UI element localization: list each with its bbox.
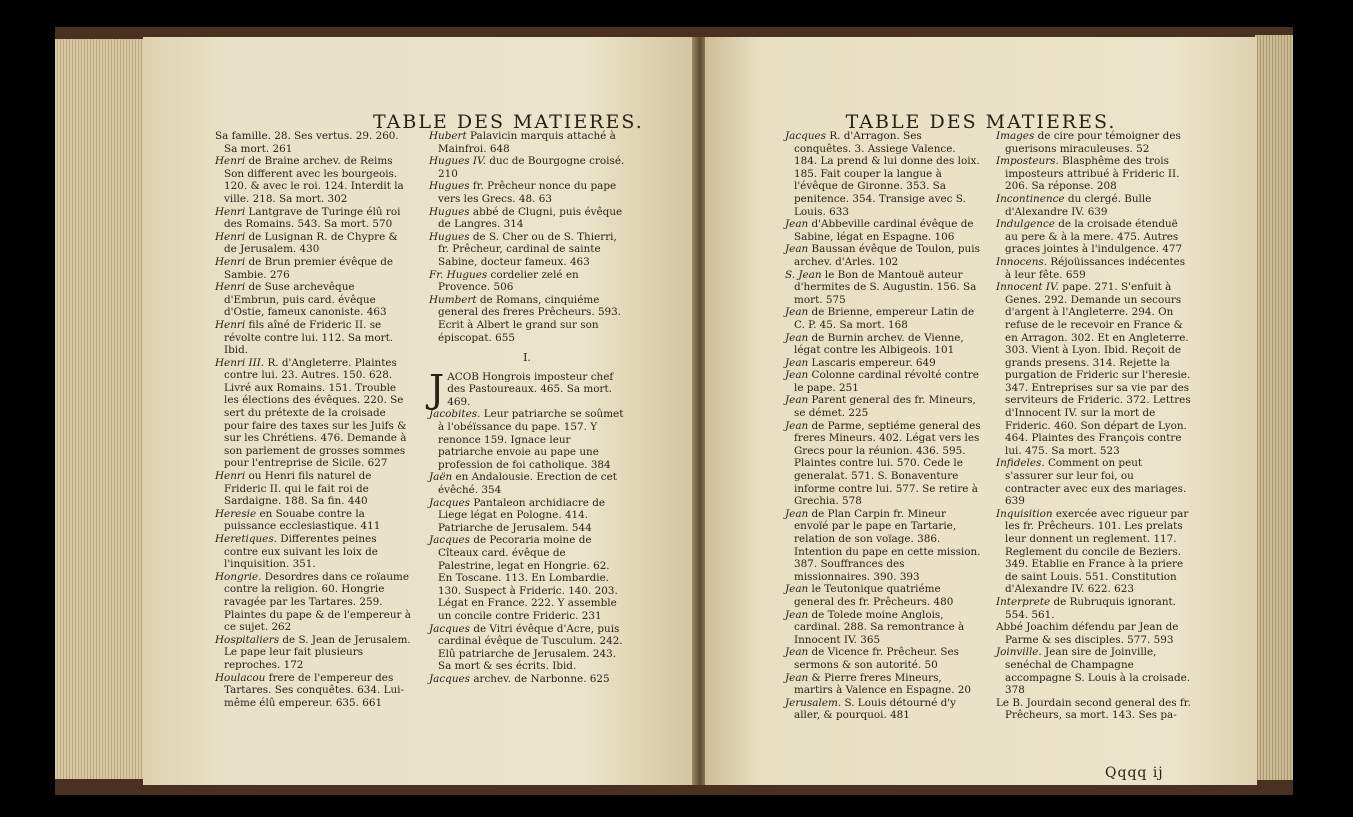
entry-keyword: Jaën	[429, 471, 453, 484]
left-column-1	[215, 130, 411, 709]
index-entry	[785, 508, 981, 584]
entry-text: du clergé. Bulle d'Alexandre IV. 639	[1005, 192, 1152, 218]
entry-keyword: Jean	[785, 243, 809, 256]
entry-keyword: Henri	[215, 155, 246, 168]
index-entry	[429, 471, 625, 496]
entry-keyword: Jean	[785, 646, 809, 659]
book-spread	[55, 27, 1293, 795]
index-entry	[996, 155, 1192, 193]
dropcap-entry	[429, 366, 625, 411]
index-entry	[785, 420, 981, 508]
entry-text: Baussan évêque de Toulon, puis archev. d'Arles. 102	[794, 243, 980, 268]
entry-text: exercée avec rigueur par les fr. Prêcheurs. 101. Les prelats leur donnent un reglement. 117. Reglement du concile de Beziers. 349. Etablie en France à la priere de saint Louis. 551. Constitution d'Alexandre IV. 622. 623	[1005, 507, 1189, 596]
page-edges-right	[1255, 35, 1293, 780]
index-entry	[215, 508, 411, 533]
entry-keyword: Henri	[215, 470, 246, 483]
index-entry	[785, 394, 981, 419]
index-entry	[996, 621, 1192, 646]
entry-text: Desordres dans ce roïaume contre la religion. 60. Hongrie ravagée par les Tartares. 259. Plaintes du pape & de l'empereur à ce sujet. 262	[224, 570, 411, 634]
entry-keyword: Henri	[215, 230, 246, 243]
entry-keyword: Henri	[215, 318, 246, 331]
entry-keyword: Henri	[215, 281, 246, 294]
index-entry	[215, 155, 411, 205]
entry-keyword: Indulgence	[996, 218, 1055, 231]
entry-text: de Parme, septiéme general des freres Mineurs. 402. Légat vers les Grecs pour la réunion. 436. 595. Plaintes contre lui. 570. Cede le generalat. 571. S. Bonaventure informe contre lui. 577. Se retire à Grechia. 578	[794, 419, 981, 508]
entry-keyword: Imposteurs.	[996, 155, 1059, 168]
entry-text: Differentes peines contre eux suivant les loix de l'inquisition. 351.	[224, 533, 378, 571]
entry-text: S. Louis détourné d'y aller, & pourquoi. 481	[794, 696, 957, 722]
entry-text: archev. de Narbonne. 625	[473, 672, 610, 685]
entry-text: de la croisade étenduë au pere & à la mere. 475. Autres graces jointes à l'indulgence. 477	[1005, 218, 1183, 256]
section-letter: I.	[523, 351, 531, 365]
entry-keyword: Hongrie.	[215, 570, 262, 583]
entry-keyword: Henri	[215, 205, 246, 218]
entry-keyword: Jacques	[785, 130, 827, 142]
index-entry	[785, 357, 981, 370]
index-entry	[996, 646, 1192, 696]
entry-text: abbé de Clugni, puis évêque de Langres. 314	[438, 205, 623, 231]
entry-keyword: Jean	[785, 356, 809, 369]
index-entry	[785, 218, 981, 243]
index-entry	[215, 571, 411, 634]
entry-keyword: Inquisition	[996, 507, 1053, 520]
index-entry	[785, 130, 981, 218]
entry-keyword: Joinville.	[996, 646, 1042, 659]
entry-text: Lascaris empereur. 649	[811, 356, 936, 369]
index-entry	[215, 533, 411, 571]
entry-text: Leur patriarche se soûmet à l'obéïssance du pape. 157. Y renonce 159. Ignace leur patriarche envoie au pape une profession de foi catholique. 384	[438, 408, 624, 471]
catchword: Qqqq ij	[1105, 765, 1164, 781]
index-entry	[429, 497, 625, 535]
entry-keyword: Jean	[785, 608, 809, 621]
index-entry	[785, 306, 981, 331]
entry-keyword: Humbert	[429, 293, 477, 306]
entry-text: Parent general des fr. Mineurs, se démet. 225	[794, 394, 976, 420]
entry-text: pape. 271. S'enfuit à Genes. 292. Demande un secours d'argent à l'Angleterre. 294. On refuse de le recevoir en France & en Arragon. 302. Et en Angleterre. 303. Vient à Lyon. Ibid. Reçoit de grands presens. 314. Rejette la purgation de Frideric sur l'heresie. 347. Entreprises sur sa vie par des serviteurs de Frideric. 372. Lettres d'Innocent IV. sur la mort de Frideric. 460. Son départ de Lyon. 464. Plaintes des François contre lui. 475. Sa mort. 523	[1005, 281, 1191, 457]
index-entry	[996, 697, 1192, 722]
index-entry	[429, 206, 625, 231]
index-entry	[429, 408, 625, 471]
right-page	[705, 37, 1257, 785]
right-column-2	[996, 130, 1192, 722]
entry-keyword: S. Jean	[785, 268, 822, 281]
index-entry	[215, 130, 411, 155]
index-entry	[785, 269, 981, 307]
entry-text: de Burnin archev. de Vienne, légat contre les Albigeois. 101	[794, 331, 964, 357]
right-column-1	[785, 130, 981, 722]
index-entry	[785, 697, 981, 722]
index-entry	[996, 281, 1192, 457]
entry-keyword: Jacques	[429, 672, 471, 685]
entry-text: Abbé Joachim défendu par Jean de Parme & ses disciples. 577. 593	[996, 621, 1179, 646]
index-entry	[785, 243, 981, 268]
index-entry	[785, 646, 981, 671]
entry-text: Palavicin marquis attaché à Mainfroi. 648	[438, 130, 616, 155]
entry-keyword: Jacobites.	[429, 408, 481, 421]
entry-text: & Pierre freres Mineurs, martirs à Valence en Espagne. 20	[794, 671, 972, 697]
dropcap-text: ACOB Hongrois imposteur chef des Pastoureaux. 465. Sa mort. 469.	[447, 370, 614, 408]
entry-keyword: Jacques	[429, 534, 471, 547]
entry-text: de Brun premier évêque de Sambie. 276	[224, 255, 394, 281]
index-entry	[429, 180, 625, 205]
entry-keyword: Henri	[215, 255, 246, 268]
entry-text: de Rubruquis ignorant. 554. 561.	[1005, 595, 1176, 621]
entry-text: Jean sire de Joinville, senéchal de Champagne accompagne S. Louis à la croisade. 378	[1005, 646, 1191, 697]
entry-text: R. d'Arragon. Ses conquêtes. 3. Assiege Valence. 184. La prend & lui donne des loix. 185. Fait couper la langue à l'évêque de Gironne. 353. Sa penitence. 354. Transige avec S. Louis. 633	[794, 130, 980, 218]
entry-text: de S. Jean de Jerusalem. Le pape leur fait plusieurs reproches. 172	[224, 633, 411, 671]
entry-text: duc de Bourgogne croisé. 210	[438, 155, 625, 180]
entry-text: de Braine archev. de Reims Son different avec les bourgeois. 120. & avec le roi. 124. Interdit la ville. 218. Sa mort. 302	[224, 155, 404, 205]
entry-keyword: Jean	[785, 507, 809, 520]
entry-text: en Souabe contre la puissance ecclesiastique. 411	[224, 507, 381, 533]
entry-text: fils aîné de Frideric II. se révolte contre lui. 112. Sa mort. Ibid.	[224, 318, 394, 357]
index-entry	[429, 130, 625, 155]
index-entry	[215, 634, 411, 672]
entry-text: Sa famille. 28. Ses vertus. 29. 260. Sa mort. 261	[215, 130, 399, 155]
index-entry	[429, 269, 625, 294]
index-entry	[996, 218, 1192, 256]
entry-text: Blasphême des trois imposteurs attribué à Frideric II. 206. Sa réponse. 208	[1005, 155, 1180, 193]
entry-keyword: Innocens.	[996, 255, 1048, 268]
entry-text: Le B. Jourdain second general des fr. Prêcheurs, sa mort. 143. Ses pa-	[996, 696, 1191, 722]
entry-text: le Teutonique quatriéme general des fr. Prêcheurs. 480	[794, 583, 954, 608]
entry-keyword: Jean	[785, 331, 809, 344]
entry-keyword: Hugues	[429, 205, 470, 218]
entry-keyword: Fr. Hugues	[429, 268, 488, 281]
index-entry	[429, 534, 625, 622]
entry-keyword: Hugues IV.	[429, 155, 486, 168]
index-entry	[785, 609, 981, 647]
entry-text: Lantgrave de Turinge élû roi des Romains. 543. Sa mort. 570	[224, 205, 401, 231]
entry-keyword: Jacques	[429, 622, 471, 635]
index-entry	[996, 457, 1192, 507]
entry-text: de Plan Carpin fr. Mineur envoïé par le pape en Tartarie, relation de son voïage. 386. Intention du pape en cette mission. 387. Souffrances des missionnaires. 390. 393	[794, 507, 981, 583]
index-entry	[429, 155, 625, 180]
right-page-title: TABLE DES MATIERES.	[845, 111, 1117, 133]
entry-text: de Suse archevêque d'Embrun, puis card. évêque d'Ostie, fameux canoniste. 463	[224, 281, 387, 319]
index-entry	[429, 231, 625, 269]
entry-text: de cire pour témoigner des guerisons miraculeuses. 52	[1005, 130, 1181, 155]
entry-keyword: Interprete	[996, 595, 1051, 608]
index-entry	[215, 470, 411, 508]
left-page-title: TABLE DES MATIERES.	[373, 111, 644, 133]
page-edges-left	[55, 39, 147, 779]
left-page	[143, 37, 695, 785]
entry-keyword: Hospitaliers	[215, 633, 280, 646]
entry-keyword: Houlacou	[215, 671, 266, 684]
entry-text: de Vicence fr. Prêcheur. Ses sermons & son autorité. 50	[794, 646, 959, 671]
index-entry	[785, 672, 981, 697]
index-entry	[215, 231, 411, 256]
entry-text: en Andalousie. Erection de cet évêché. 354	[438, 471, 617, 497]
index-entry	[996, 508, 1192, 596]
index-entry	[215, 256, 411, 281]
entry-keyword: Henri III.	[215, 356, 265, 369]
entry-keyword: Jacques	[429, 496, 471, 509]
entry-text: Réjoüissances indécentes à leur fête. 659	[1005, 255, 1186, 281]
entry-text: ou Henri fils naturel de Frideric II. qui le fait roi de Sardaigne. 188. Sa fin. 440	[224, 470, 372, 508]
entry-keyword: Images	[996, 130, 1035, 142]
entry-text: frere de l'empereur des Tartares. Ses conquêtes. 634. Lui-même élû empereur. 635. 661	[224, 671, 404, 709]
entry-keyword: Jean	[785, 671, 809, 684]
entry-text: le Bon de Mantouë auteur d'hermites de S. Augustin. 156. Sa mort. 575	[794, 268, 977, 306]
index-entry	[996, 596, 1192, 621]
index-entry	[215, 206, 411, 231]
entry-keyword: Infideles.	[996, 457, 1045, 470]
index-entry	[785, 332, 981, 357]
entry-text: de Brienne, empereur Latin de C. P. 45. Sa mort. 168	[794, 306, 975, 331]
index-entry	[215, 319, 411, 357]
entry-keyword: Jean	[785, 394, 809, 407]
entry-keyword: Hugues	[429, 180, 470, 193]
entry-text: d'Abbeville cardinal évêque de Sabine, légat en Espagne. 106	[794, 218, 974, 243]
entry-keyword: Innocent IV.	[996, 281, 1059, 294]
entry-keyword: Jean	[785, 583, 809, 596]
entry-keyword: Heretiques.	[215, 533, 277, 545]
dropcap-letter: J	[429, 366, 445, 411]
entry-text: de Lusignan R. de Chypre & de Jerusalem. 430	[224, 230, 398, 256]
entry-text: de Tolede moine Anglois, cardinal. 288. Sa remontrance à Innocent IV. 365	[794, 608, 965, 646]
index-entry	[996, 193, 1192, 218]
entry-text: de Vitri évêque d'Acre, puis cardinal évêque de Tusculum. 242. Elû patriarche de Jerusalem. 243. Sa mort & ses écrits. Ibid.	[438, 622, 623, 673]
index-entry	[785, 369, 981, 394]
index-entry	[785, 583, 981, 608]
index-entry	[215, 281, 411, 319]
entry-keyword: Jean	[785, 306, 809, 319]
index-entry	[215, 672, 411, 710]
entry-text: de S. Cher ou de S. Thierri, fr. Prêcheur, cardinal de sainte Sabine, docteur fameux. 463	[438, 230, 617, 268]
entry-keyword: Jean	[785, 218, 809, 231]
entry-text: Comment on peut s'assurer sur leur foi, ou contracter avec eux des mariages. 639	[1005, 457, 1187, 508]
index-entry	[996, 130, 1192, 155]
index-entry	[429, 623, 625, 673]
entry-text: cordelier zelé en Provence. 506	[438, 268, 579, 294]
index-entry	[215, 357, 411, 470]
entry-text: de Romans, cinquiéme general des freres Prêcheurs. 593. Ecrit à Albert le grand sur son épiscopat. 655	[438, 293, 622, 344]
entry-keyword: Hubert	[429, 130, 467, 142]
entry-text: Pantaleon archidiacre de Liege légat en Pologne. 414. Patriarche de Jerusalem. 544	[438, 496, 606, 534]
entry-text: de Pecoraria moine de Cîteaux card. évêque de Palestrine, legat en Hongrie. 62. En Toscane. 113. En Lombardie. 130. Suspect à Frideric. 140. 203. Légat en France. 222. Y assemble un concile contre Frideric. 231	[438, 534, 618, 622]
entry-text: fr. Prêcheur nonce du pape vers les Grecs. 48. 63	[438, 180, 617, 205]
left-column-2	[429, 130, 625, 686]
entry-keyword: Hugues	[429, 230, 470, 243]
entry-keyword: Heresie	[215, 507, 257, 520]
entry-keyword: Jean	[785, 369, 809, 382]
index-entry	[996, 256, 1192, 281]
entry-text: R. d'Angleterre. Plaintes contre lui. 23. Autres. 150. 628. Livré aux Romains. 151. Trouble les élections des évêques. 220. Se sert du prétexte de la croisade pour faire des taxes sur les Juifs & sur les Chrétiens. 476. Demande à son parlement de grosses sommes pour l'entreprise de Sicile. 627	[224, 356, 407, 470]
index-entry	[429, 673, 625, 686]
entry-keyword: Incontinence	[996, 192, 1065, 205]
index-entry	[429, 294, 625, 344]
entry-keyword: Jean	[785, 419, 809, 432]
entry-keyword: Jerusalem.	[785, 696, 842, 709]
entry-text: Colonne cardinal révolté contre le pape. 251	[794, 369, 979, 394]
